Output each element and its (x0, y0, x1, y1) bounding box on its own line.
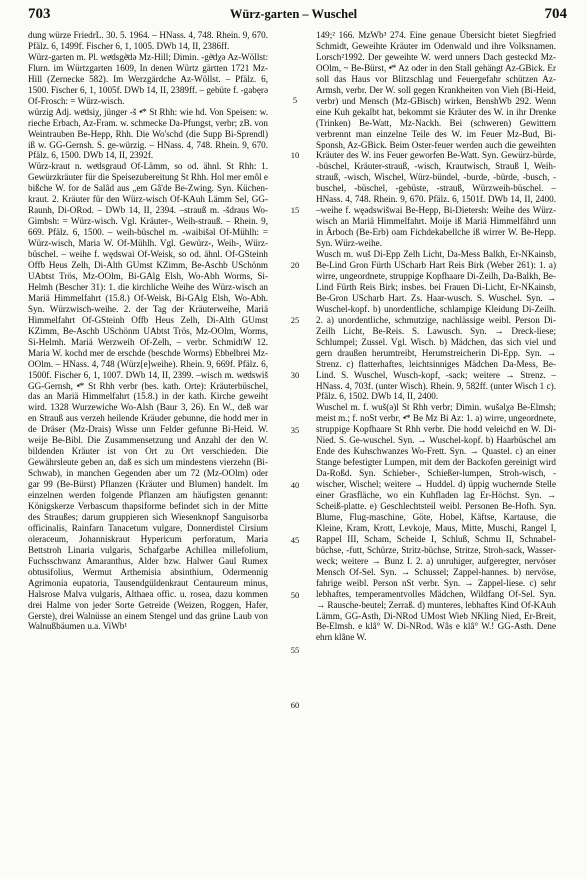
line-number: 30 (290, 370, 300, 380)
line-number: 25 (290, 315, 300, 325)
line-number: 5 (292, 95, 298, 105)
left-column (28, 30, 268, 862)
line-number-gutter (285, 30, 305, 862)
entry-paragraph: würzig Adj. weͤdsiχ, jünger -š •ͤ* St Rhh: wie hd. Von Speisen: w. rieche Erbach, Az-Fram. w. schmecke Da-Pfungst, verbr; zB. von Weintrauben Be-Hepp, Rhh. Die Wo'schd (die Supp Bi-Sprendl) iß w. GG-Gernsh. S. ge-würzig. – HNass. 4, 748. Rhein. 9, 670. Pfälz. 6, 1500. DWb 14, II, 2392f. (28, 106, 268, 161)
entry-paragraph: Würz-kraut n. weͤdsgraud Of-Lämm, so od. ähnl. St Rhh: 1. Gewürzkräuter für die Speisezubereitung St Rhh. Hol mer emôl e bißche W. for de Salâd aus „em Gâ'de Be-Zwing. Syn. Küchen-kraut. 2. Kräuter für den Würz-wisch Of-KAuh Lämm Sel, GG-Raunh, Di-ORod. – DWb 14, II, 2394. –strauß m. -šdraus Wo-Gimbsh: = Würz-wisch. Vgl. Kräuter-, Weih-strauß. – Rhein. 9, 669. Pfälz. 6, 1500. – weih-büschel m. -waibišəl Of-Mühlh: = Würz-wisch, Maria W. Of-Mühlh. Vgl. Gewürz-, Weih-, Würz-büschel. – weihe f. wędswai Of-Weisk, so od. ähnl. Of-GSteinh Offb Heus Zelh, Di-Alth GUmst KZimm, Be-Aschb USchönm UAbtst Trös, Mz-OOlm, Bi-GAlg Elsh, Wo-Abh Worms, Si-Helmh (Bescher 31): 1. die kirchliche Weihe des Würz-wisch an Mariä Himmelfahrt (15.8.) Of-Weisk, Bi-GAlg Elsh, Wo-Abh. Syn. Würzwisch-weihe. 2. der Tag der Kräuterweihe, Mariä Himmelfahrt Of-GSteinh Offb Heus Zelh, Di-Alth GUmst KZimm, Be-Aschb USchönm UAbtst Trös, Mz-OOlm, Worms, Si-Helmh. Mariä Werzweih Of-Zelh, – verbr. SchmidtW 12. Maria W. kochd mer de erschde (beschde Worms) Ebbelbrei Mz-OOlm. – HNass. 4, 748 (Würz[e]weihe). Rhein. 9, 669f. Pfälz. 6, 1500f. Fischer 6, 1, 1007. DWb 14, II, 2399. –wisch m. weͤdswiš GG-Gernsh, •ͤ* St Rhh verbr (bes. kath. Orte): Kräuterbüschel, das an Mariä Himmelfahrt (15.8.) in der kath. Kirche geweiht wird. 1328 Wurzewiche Wo-Alsh (Baur 3, 26). En W., deß war en Strauß aus verzeh heilende Kräuder gebunne, die hodd mer in de Dräser (Mz-Drais) Wisse unn Felder gefunne Bi-Heid. W. weije Be-Bibl. Die Zusammensetzung und Anzahl der den W. bildenden Kräuter ist von Ort zu Ort verschieden. Die Gewährsleute geben an, daß es sich um mindestens vierzehn (Bi-Schwab), in manchen Gegenden aber um 72 (Mz-OOlm) oder gar 99 (Be-Bürst) Pflanzen (Kräuter und Blumen) handelt. Im einzelnen werden folgende Pflanzen am häufigsten genannt: Königskerze Verbascum thapsiforme befindet sich in der Mitte des Straußes; darum gruppieren sich Wiesenknopf Sanguisorba officinalis, Rainfarn Tanacetum vulgare, Donnerdistel Cirsium oleraceum, Johanniskraut Hypericum perforatum, Maria Bettstroh Linaria vulgaris, Schafgarbe Achillea millefolium, Fuchsschwanz Amaranthus, Alder bzw. Halwer Gaul Rumex obtusifolius, Wermut Arthemisia absinthium, Odermennig Agrimonia eupatoria, Tausendgüldenkraut Centaureum minus, Halsrose Malva vulgaris, Althaea offic. u. rosea, dazu kommen drei Halme von jeder Sorte Getreide (Weizen, Roggen, Hafer, Gerste), drei Walnüsse an einem Stengel und das grüne Laub von Walnußbäumen u.a. ViWb¹ (28, 161, 268, 632)
entry-paragraph: Wusch m. wuš Di-Epp Zelh Licht, Da-Mess Balkh, Er-NKainsb, Be-Lind Gron Fürth UScharb Hart Reis Birk (Weber 261): 1. a) wirre, ungeordnete, struppige Kopfhaare Di-Zeilh, Da-Balkh, Be-Lind Fürth Reis Birk; insbes. bei Frauen Di-Licht, Er-NKainsb, Be-Gron UScharb Hart. Zs. Haar-wusch. S. Wuschel. Syn. → Wuschel-kopf. b) unordentliche, schlampige Kleidung Di-Zeilh. 2. a) unordentliche, schmutzige, nachlässige weibl. Person Di-Zeilh Licht, Be-Reis. S. Lawusch. Syn. → Dreck-liese; Schlumpel; Zussel. Vgl. Wisch. b) Mädchen, das sich viel und gern draußen herumtreibt, Herumstreicherin Di-Epp. Syn. → Strenz. c) flatterhaftes, leichtsinniges Mädchen Da-Mess, Be-Lind. S. Wuschel, Wusch-kopf, -sack; weitere → Strenz. – HNass. 4, 703f. (unter Wisch). Rhein. 9, 582ff. (unter Wisch 1 c). Pfälz. 6, 1502. DWb 14, II, 2400. (316, 249, 556, 402)
entry-paragraph: dung würze FriedrL. 30. 5. 1964. – HNass. 4, 748. Rhein. 9, 670. Pfälz. 6, 1499f. Fischer 6, 1, 1005. DWb 14, II, 2386ff. (28, 30, 268, 51)
line-number: 50 (290, 590, 300, 600)
line-number: 10 (290, 150, 300, 160)
right-column (316, 30, 556, 862)
line-number: 15 (290, 205, 300, 215)
entry-paragraph: 149;² 166. MzWb³ 274. Eine genaue Übersicht bietet Siegfried Schmidt, Geweihte Kräuter im Odenwald und ihre Volksnamen. Lorsch²1992. Der geweihte W. werd unners Dach gesteckd Mz-OOlm, ~ Be-Bürst, •ͤ* Az oder in den Stall gehängt Az-GBick. Er soll das Haus vor Blitzschlag und Feuergefahr schützen Az-Armsh, verbr. Der W. soll gegen Krankheiten von Vieh (Bi-Heid, verbr) und Mensch (Mz-GBisch) wirken, BenshWb 292. Wenn eine Kuh gekalbt hat, bekommt sie Kräuter des W. in ihr Drenke (Trinken) Be-Watt, Mz-Nackh. Bei (schweren) Gewittern verbrennt man einzelne Teile des W. im Feuer Mz-Bud, Bi-Sponsh, Az-GBick. Beim Oster-feuer werden auch die geweihten Kräuter des W. ins Feuer geworfen Be-Watt. Syn. Gewürz-bürde, -büschel, Kräuter-strauß, -wisch, Krautwisch, Strauß I, Weih-strauß, -wisch, Wischel, Würz-bündel, -burde, -bürde, -busch, -buschel, -büschel, -gebüste, -strauß, Würzweih-büschel. – HNass. 4, 748. Rhein. 9, 670. Pfälz. 6, 1501f. DWb 14, II, 2400. –weihe f. węədswišwai Be-Hepp, Bi-Dietersh: Weihe des Würz-wisch an Mariä Himmelfahrt. Moije iß Mariä Himmelfährd unn in Ärboch (Be-Erb) oam Fichdekabellche iß wirrer W. Be-Hepp. Syn. Würz-weihe. (316, 30, 556, 249)
line-number: 45 (290, 535, 300, 545)
line-number: 20 (290, 260, 300, 270)
page-number-right: 704 (544, 6, 567, 22)
line-number: 60 (290, 700, 300, 710)
page-header (0, 0, 587, 30)
line-number: 35 (290, 425, 300, 435)
running-title: Würz-garten – Wuschel (229, 7, 358, 21)
line-number: 55 (290, 645, 300, 655)
line-number: 40 (290, 480, 300, 490)
page-number-left: 703 (28, 6, 51, 22)
entry-paragraph: Wuschel m. f. wuš(ə)l St Rhh verbr; Dimin. wušəlχə Be-Elmsh; meist m.; f. noSt verbr, •ͤ* Be Mz Bi Az: 1. a) wirre, ungeordnete, struppige Kopfhaare St Rhh verbr. Die hodd veleichd en W. Di-Nied. S. Ge-wuschel. Syn. → Wuschel-kopf. b) Haarbüschel am Ende des Kuhschwanzes Wo-Frett. Syn. → Quastel. c) an einer Stange befestigter Lumpen, mit dem der Backofen gereinigt wird Da-Roßd. Syn. Schieber-, Schießer-lumpen, Stroh-wisch, -wischer, Wischel; weitere → Huddel. d) üppig wuchernde Stelle einer Grasfläche, wo ein Kuhfladen lag Er-Höchst. Syn. → Scheiß-platte. e) Geschlechtsteil weibl. Personen Be-Hofh. Syn. Blume, Flug-maschine, Göte, Hobel, Käftse, Kartause, die Kleine, Kram, Krott, Levkoje, Maus, Mitte, Muschi, Rangel I, Rappel III, Scham, Scheide I, Schluß, Schmu II, Schnabel-büchse, -futt, Schürze, Stritz-büchse, Stritze, Stroh-sack, Wasser-weck; weitere → Bunz I. 2. a) unruhiger, aufgeregter, nervöser Mensch Of-Sel. Syn. → Schussel; Zappel-hannes. b) nervöse, fahrige weibl. Person nSt verbr. Syn. → Zappel-liese. c) sehr lebhaftes, temperamentvolles Mädchen, Wildfang Of-Sel. Syn. → Rausche-beutel; Zerraß. d) munteres, lebhaftes Kind Of-KAuh Lämm, GG-Asth, Di-NRod UMost Wieb NKling Nied, Er-Breit, Be-Elmsh. e klâ° W. Di-NRod. Wâs e klâ° W.! GG-Asth. Dene ehrn klâne W. (316, 402, 556, 643)
entry-paragraph: Würz-garten m. Pl. weͤdsgèͤdə Mz-Hill; Dimin. -gèͤdχə Az-Wöllst: Flurn. im Würtzgarten 1609, In denen Würtz gärtten 1721 Mz-Hill (Zernecke 582). Im Werzgärdche Az-Wöllst. – Pfälz. 6, 1500. Fischer 6, 1, 1005f. DWb 14, II, 2389ff. – gebüte f. -gabęrə Of-Frosch: = Würz-wisch. (28, 51, 268, 106)
